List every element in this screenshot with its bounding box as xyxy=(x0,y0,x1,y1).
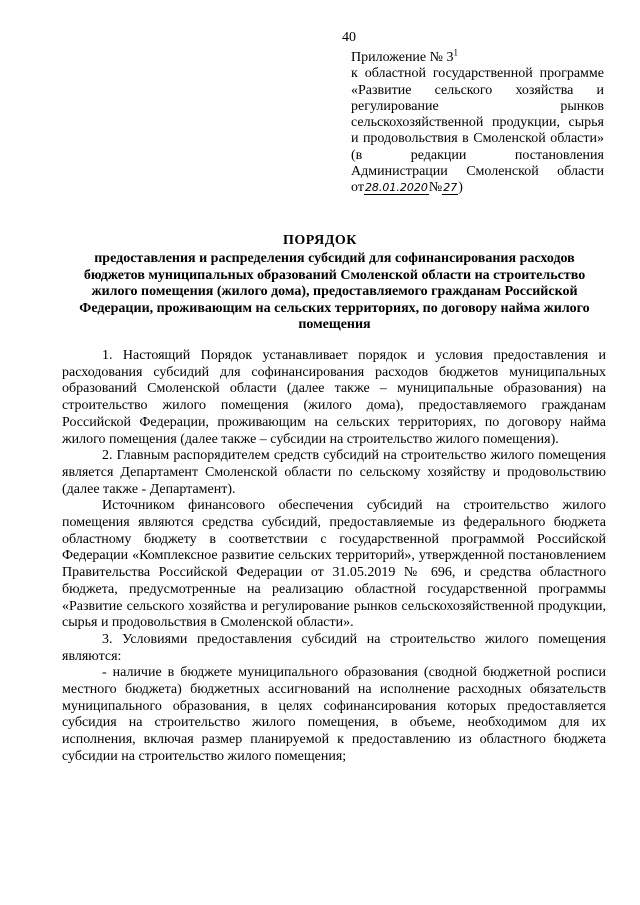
document-subtitle: предоставления и распределения субсидий для софинансирования расходов бюджетов муниципальных образований Смоленской области на строительство жилого помещения (жилого дома), предоставляемого гражданам Российской Федерации, проживающим на сельских территориях, по договору найма жилого помещения xyxy=(79,251,590,332)
appendix-header-text: Приложение № 3 xyxy=(351,50,454,65)
paragraph: 1. Настоящий Порядок устанавливает порядок и условия предоставления и расходования субсидий для софинансирования расходов бюджетов муниципальных образований Смоленской области (далее также – муниципальные образования) на строительство жилого помещения (жилого дома), предоставляемого гражданам Российской Федерации, проживающим на сельских территориях, по договору найма жилого помещения (далее также – субсидии на строительство жилого помещения). xyxy=(62,348,606,447)
appendix-header-sup: 1 xyxy=(453,47,458,58)
appendix-text xyxy=(351,66,604,196)
appendix-header xyxy=(351,47,604,66)
document-body xyxy=(62,348,606,766)
appendix-body: к областной государственной программе «Развитие сельского хозяйства и регулирование рынков сельскохозяйственной продукции, сырья и продовольствия в Смоленской области» (в редакции постановления Администрации Смоленской области от xyxy=(351,66,604,196)
closing-paren: ) xyxy=(458,180,463,196)
paragraph: 3. Условиями предоставления субсидий на строительство жилого помещения являются: xyxy=(62,631,606,664)
document-title: ПОРЯДОК xyxy=(283,233,357,248)
handwritten-number: 27 xyxy=(443,181,458,195)
paragraph: 2. Главным распорядителем средств субсидий на строительство жилого помещения является Департамент Смоленской области по сельскому хозяйству и продовольствию (далее также - Департамент). xyxy=(62,448,606,497)
page-number: 40 xyxy=(342,30,356,45)
number-sign: № xyxy=(428,180,443,196)
handwritten-date: 28.01.2020 xyxy=(364,181,428,195)
paragraph: Источником финансового обеспечения субсидий на строительство жилого помещения являются средства субсидий, предоставляемые из федерального бюджета областному бюджету в соответствии с государственной программой Российской Федерации «Комплексное развитие сельских территорий», утвержденной постановлением Правительства Российской Федерации от 31.05.2019 № 696, и средства областного бюджета, предусмотренные на реализацию областной государственной программы «Развитие сельского хозяйства и регулирование рынков сельскохозяйственной продукции, сырья и продовольствия в Смоленской области». xyxy=(62,498,606,631)
appendix-note xyxy=(351,47,604,197)
paragraph: - наличие в бюджете муниципального образования (сводной бюджетной росписи местного бюджета) бюджетных ассигнований на исполнение расходных обязательств муниципального образования, в целях софинансирования которых предоставляется субсидия на строительство жилого помещения, в объеме, необходимом для их исполнения, включая размер планируемой к предоставлению из областного бюджета субсидии на строительство жилого помещения; xyxy=(62,665,606,764)
